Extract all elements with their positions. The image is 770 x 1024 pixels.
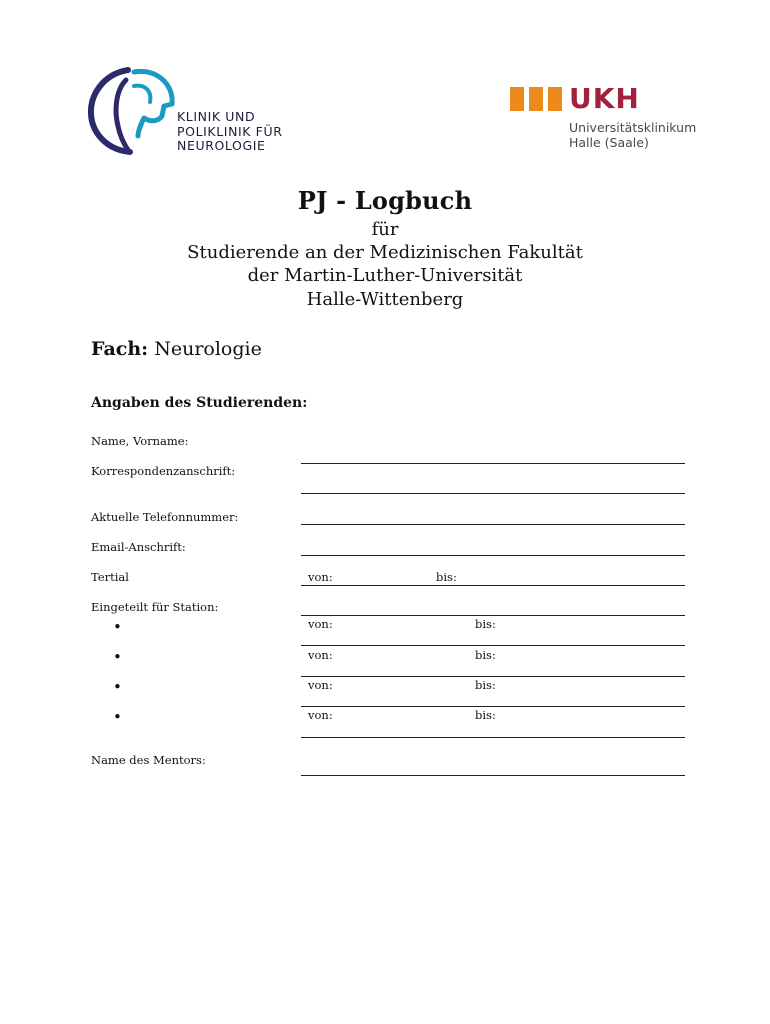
bullet-icon: • [113, 678, 122, 696]
section-heading: Angaben des Studierenden: [91, 395, 308, 411]
address-field-line[interactable] [301, 493, 685, 494]
mentor-field-line[interactable] [301, 775, 685, 776]
subtitle-line: Halle-Wittenberg [306, 289, 464, 310]
ukh-wordmark: UKH [569, 82, 640, 115]
station-bis-label: bis: [475, 617, 496, 631]
phone-field-line[interactable] [301, 524, 685, 525]
subject-value: Neurologie [154, 338, 262, 360]
subtitle-line: für [371, 219, 399, 240]
station-row-line[interactable] [301, 645, 685, 646]
email-field-line[interactable] [301, 555, 685, 556]
ukh-subtitle [569, 120, 696, 150]
document-title: PJ - Logbuch [297, 186, 473, 215]
station-row-line[interactable] [301, 706, 685, 707]
logo-left-text [177, 110, 283, 154]
address-label: Korrespondenzanschrift: [91, 464, 236, 478]
station-von-label: von: [308, 708, 333, 722]
station-bis-label: bis: [475, 678, 496, 692]
station-bis-label: bis: [475, 648, 496, 662]
email-label: Email-Anschrift: [91, 540, 186, 554]
logo-left-line: KLINIK UND [177, 109, 256, 124]
neurology-emblem-icon [88, 66, 178, 156]
tertial-von-label: von: [308, 570, 333, 584]
station-von-label: von: [308, 678, 333, 692]
subtitle-line: Studierende an der Medizinischen Fakultät [187, 242, 583, 263]
station-row-line[interactable] [301, 676, 685, 677]
subtitle-line: der Martin-Luther-Universität [247, 265, 523, 286]
station-row-line[interactable] [301, 737, 685, 738]
name-label: Name, Vorname: [91, 434, 189, 448]
station-bis-label: bis: [475, 708, 496, 722]
logo-left-line: NEUROLOGIE [177, 138, 266, 153]
neurology-clinic-logo [88, 66, 308, 162]
tertial-bis-label: bis: [436, 570, 457, 584]
ukh-logo [510, 84, 710, 164]
station-von-label: von: [308, 648, 333, 662]
ukh-subtitle-line: Universitätsklinikum [569, 120, 697, 135]
bullet-icon: • [113, 618, 122, 636]
ukh-subtitle-line: Halle (Saale) [569, 135, 649, 150]
bullet-icon: • [113, 708, 122, 726]
station-von-label: von: [308, 617, 333, 631]
bullet-icon: • [113, 648, 122, 666]
station-field-line[interactable] [301, 615, 685, 616]
name-field-line[interactable] [301, 463, 685, 464]
phone-label: Aktuelle Telefonnummer: [91, 510, 239, 524]
station-label: Eingeteilt für Station: [91, 600, 219, 614]
tertial-field-line[interactable] [301, 585, 685, 586]
tertial-label: Tertial [91, 570, 129, 584]
subject-line [91, 338, 262, 360]
mentor-label: Name des Mentors: [91, 753, 206, 767]
logo-left-line: POLIKLINIK FÜR [177, 123, 283, 139]
subject-label: Fach: [91, 338, 149, 360]
